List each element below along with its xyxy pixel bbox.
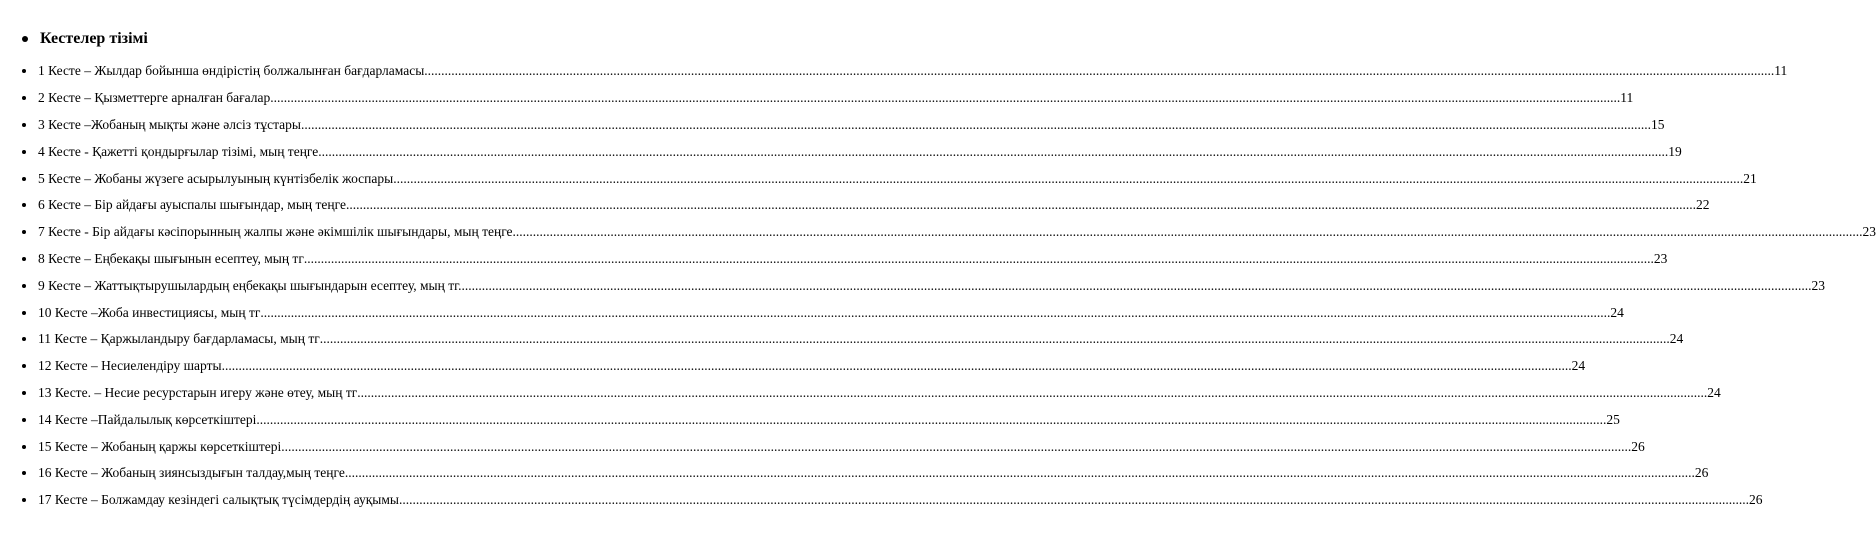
toc-entry xyxy=(38,465,1709,481)
list-item xyxy=(20,246,1668,273)
toc-label: 6 Кесте – Бір айдағы ауыспалы шығындар, мың теңге xyxy=(38,197,346,213)
page-number: 11 xyxy=(1620,90,1634,106)
list-item xyxy=(20,112,1665,139)
bullet xyxy=(22,177,26,181)
toc-entry xyxy=(38,116,1665,133)
page-number: 26 xyxy=(1631,438,1645,454)
list-item xyxy=(20,326,1684,353)
bullet xyxy=(22,337,26,341)
dot-leader: ................................................................................................................................................................................................................................................................................................................................................................................................................ xyxy=(256,411,1607,427)
page-number: 25 xyxy=(1606,411,1620,427)
list-item xyxy=(20,299,1624,326)
bullet xyxy=(22,230,26,234)
toc-label: 14 Кесте –Пайдалылық көрсеткіштері xyxy=(38,411,257,427)
bullet xyxy=(22,445,26,449)
list-item xyxy=(20,406,1620,433)
toc-label: 1 Кесте – Жылдар бойынша өндірістің болжалынған бағдарламасы xyxy=(38,63,425,79)
page-number: 23 xyxy=(1653,250,1668,266)
bullet xyxy=(22,498,26,502)
bullet xyxy=(22,471,26,475)
list-item xyxy=(20,380,1721,407)
page-number: 11 xyxy=(1774,63,1788,79)
page-number: 24 xyxy=(1571,358,1586,374)
bullet xyxy=(22,69,26,73)
title-row xyxy=(20,27,148,51)
bullet xyxy=(22,418,26,422)
list-item xyxy=(20,192,1710,219)
toc-label: 8 Кесте – Еңбекақы шығынын есептеу, мың тг xyxy=(38,250,304,266)
toc-entry xyxy=(38,250,1668,267)
dot-leader: ................................................................................................................................................................................................................................................................................................................................................................................................................ xyxy=(260,304,1611,320)
dot-leader: ................................................................................................................................................................................................................................................................................................................................................................................................................ xyxy=(301,116,1651,132)
list-item xyxy=(20,433,1645,460)
dot-leader: ................................................................................................................................................................................................................................................................................................................................................................................................................ xyxy=(319,331,1670,347)
page-number: 26 xyxy=(1748,492,1763,508)
page-number: 21 xyxy=(1743,170,1757,186)
toc-label: 5 Кесте – Жобаны жүзеге асырылуының күнтізбелік жоспары xyxy=(38,170,394,186)
dot-leader: ................................................................................................................................................................................................................................................................................................................................................................................................................ xyxy=(424,63,1775,79)
list-item xyxy=(20,487,1763,514)
dot-leader: ................................................................................................................................................................................................................................................................................................................................................................................................................ xyxy=(303,250,1654,266)
toc-entry xyxy=(38,277,1825,294)
toc-entry xyxy=(38,358,1586,374)
toc-entry xyxy=(38,63,1788,79)
list-item xyxy=(20,58,1788,85)
title-bullet xyxy=(22,36,28,42)
dot-leader: ................................................................................................................................................................................................................................................................................................................................................................................................................ xyxy=(281,438,1632,454)
bullet xyxy=(22,364,26,368)
dot-leader: ................................................................................................................................................................................................................................................................................................................................................................................................................ xyxy=(393,170,1744,186)
dot-leader: ................................................................................................................................................................................................................................................................................................................................................................................................................ xyxy=(512,224,1863,240)
dot-leader: ................................................................................................................................................................................................................................................................................................................................................................................................................ xyxy=(221,358,1572,374)
page-number: 26 xyxy=(1694,465,1709,481)
bullet xyxy=(22,203,26,207)
toc-label: 10 Кесте –Жоба инвестициясы, мың тг xyxy=(38,304,261,320)
toc-label: 7 Кесте - Бір айдағы кәсіпорынның жалпы және әкімшілік шығындары, мың теңге xyxy=(38,224,513,240)
bullet xyxy=(22,123,26,127)
dot-leader: ................................................................................................................................................................................................................................................................................................................................................................................................................ xyxy=(270,90,1621,106)
toc-entry xyxy=(38,331,1684,347)
list-item xyxy=(20,85,1634,112)
dot-leader: ................................................................................................................................................................................................................................................................................................................................................................................................................ xyxy=(318,143,1669,159)
page-number: 19 xyxy=(1668,143,1682,159)
page-number: 24 xyxy=(1669,331,1684,347)
list-item xyxy=(20,165,1757,192)
toc-label: 9 Кесте – Жаттықтырушылардың еңбекақы шығындарын есептеу, мың тг. xyxy=(38,277,462,293)
toc-entry xyxy=(38,143,1682,160)
page-number: 15 xyxy=(1651,116,1665,132)
toc-label: 11 Кесте – Қаржыландыру бағдарламасы, мың тг xyxy=(38,331,320,347)
list-item xyxy=(20,353,1586,380)
dot-leader: ................................................................................................................................................................................................................................................................................................................................................................................................................ xyxy=(357,384,1708,400)
dot-leader: ................................................................................................................................................................................................................................................................................................................................................................................................................ xyxy=(346,197,1696,213)
toc-entry xyxy=(38,90,1634,106)
table-list xyxy=(20,58,1876,514)
page-number: 22 xyxy=(1696,197,1710,213)
toc-label: 16 Кесте – Жобаның зиянсыздығын талдау,мың теңге xyxy=(38,465,345,481)
toc-entry xyxy=(38,170,1757,187)
bullet xyxy=(22,391,26,395)
toc-label: 15 Кесте – Жобаның қаржы көрсеткіштері xyxy=(38,438,282,454)
page-number: 23 xyxy=(1811,277,1825,293)
toc-entry xyxy=(38,224,1876,240)
toc-label: 17 Кесте – Болжамдау кезіндегі салықтық түсімдердің ауқымы xyxy=(38,492,399,508)
toc-label: 3 Кесте –Жобаның мықты және әлсіз тұстары xyxy=(38,116,301,132)
toc-label: 4 Кесте - Қажетті қондырғылар тізімі, мың теңге xyxy=(38,143,319,159)
toc-label: 13 Кесте. – Несие ресурстарын игеру және өтеу, мың тг xyxy=(38,384,358,400)
toc-entry xyxy=(38,438,1645,455)
dot-leader: ................................................................................................................................................................................................................................................................................................................................................................................................................ xyxy=(461,277,1812,293)
bullet xyxy=(22,311,26,315)
list-item xyxy=(20,138,1682,165)
list-item xyxy=(20,272,1825,299)
dot-leader: ................................................................................................................................................................................................................................................................................................................................................................................................................ xyxy=(398,492,1749,508)
toc-label: 12 Кесте – Несиелендіру шарты xyxy=(38,358,222,374)
toc-entry xyxy=(38,304,1624,321)
page-number: 24 xyxy=(1610,304,1624,320)
bullet xyxy=(22,96,26,100)
toc-entry xyxy=(38,411,1620,428)
dot-leader: ................................................................................................................................................................................................................................................................................................................................................................................................................ xyxy=(344,465,1695,481)
bullet xyxy=(22,284,26,288)
toc-entry xyxy=(38,384,1721,401)
bullet xyxy=(22,257,26,261)
bullet xyxy=(22,150,26,154)
list-item xyxy=(20,460,1709,487)
page-number: 24 xyxy=(1707,384,1721,400)
list-item xyxy=(20,219,1876,246)
toc-label: 2 Кесте – Қызметтерге арналған бағалар xyxy=(38,90,271,106)
page-title: Кестелер тізімі xyxy=(40,30,148,47)
page-number: 23 xyxy=(1862,224,1876,240)
toc-entry xyxy=(38,197,1710,213)
toc-entry xyxy=(38,492,1763,508)
